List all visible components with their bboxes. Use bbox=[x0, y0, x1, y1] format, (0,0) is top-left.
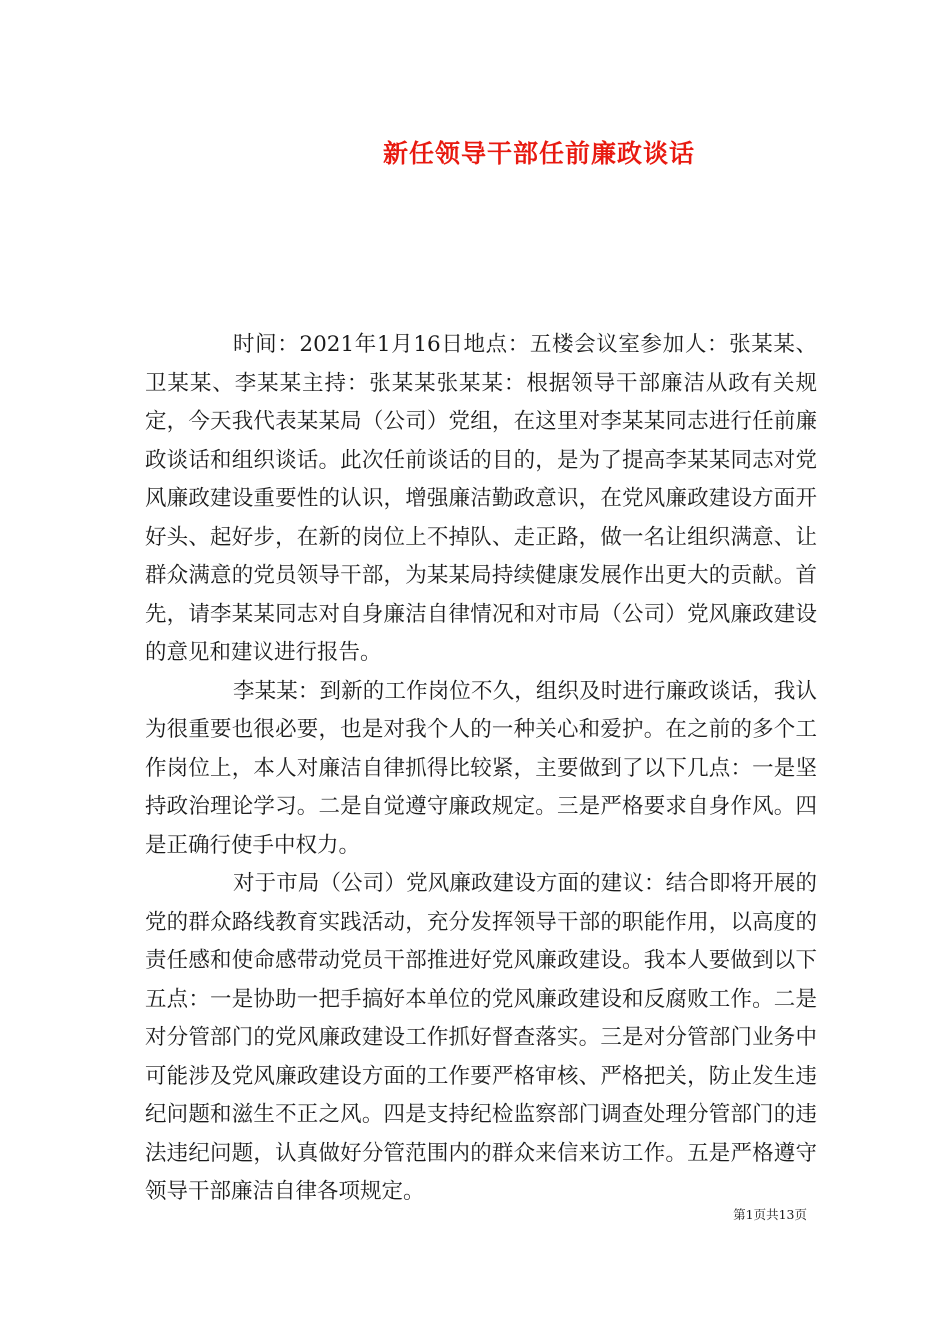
document-body bbox=[145, 326, 817, 1212]
paragraph-li-statement: 李某某：到新的工作岗位不久，组织及时进行廉政谈话，我认为很重要也很必要，也是对我个人的一种关心和爱护。在之前的多个工作岗位上，本人对廉洁自律抓得比较紧，主要做到了以下几点：一是坚持政治理论学习。二是自觉遵守廉政规定。三是严格要求自身作风。四是正确行使手中权力。 bbox=[145, 678, 817, 858]
paragraph-suggestions: 对于市局（公司）党风廉政建设方面的建议：结合即将开展的党的群众路线教育实践活动，充分发挥领导干部的职能作用，以高度的责任感和使命感带动党员干部推进好党风廉政建设。我本人要做到以下五点：一是协助一把手搞好本单位的党风廉政建设和反腐败工作。二是对分管部门的党风廉政建设工作抓好督查落实。三是对分管部门业务中可能涉及党风廉政建设方面的工作要严格审核、严格把关，防止发生违纪问题和滋生不正之风。四是支持纪检监察部门调查处理分管部门的违法违纪问题，认真做好分管范围内的群众来信来访工作。五是严格遵守领导干部廉洁自律各项规定。 bbox=[145, 871, 817, 1204]
page-number: 第1页共13页 bbox=[733, 1207, 807, 1222]
document-title: 新任领导干部任前廉政谈话 bbox=[382, 139, 695, 168]
paragraph-meeting-info: 时间：2021年1月16日地点：五楼会议室参加人：张某某、卫某某、李某某主持：张某某张某某：根据领导干部廉洁从政有关规定，今天我代表某某局（公司）党组，在这里对李某某同志进行任前廉政谈话和组织谈话。此次任前谈话的目的，是为了提高李某某同志对党风廉政建设重要性的认识，增强廉洁勤政意识，在党风廉政建设方面开好头、起好步，在新的岗位上不掉队、走正路，做一名让组织满意、让群众满意的党员领导干部，为某某局持续健康发展作出更大的贡献。首先，请李某某同志对自身廉洁自律情况和对市局（公司）党风廉政建设的意见和建议进行报告。 bbox=[145, 332, 817, 665]
